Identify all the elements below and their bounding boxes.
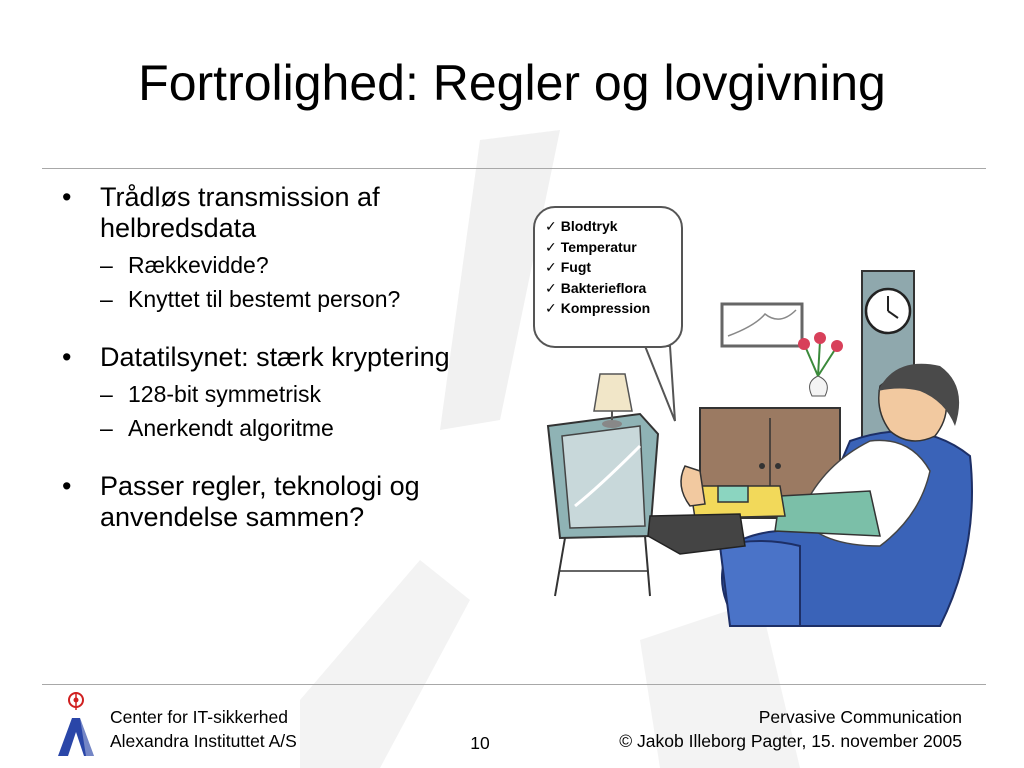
bullet-item bbox=[62, 342, 502, 445]
alexandra-logo-icon bbox=[50, 688, 102, 760]
footer-organization: Center for IT-sikkerhed bbox=[110, 707, 288, 727]
check-icon: ✓ bbox=[545, 238, 557, 255]
bubble-item bbox=[545, 298, 681, 319]
bubble-item-text: Kompression bbox=[560, 300, 651, 316]
flowers-icon bbox=[798, 332, 843, 396]
sub-list bbox=[100, 248, 502, 316]
footer-divider bbox=[42, 684, 986, 685]
sub-marker: – bbox=[100, 381, 113, 407]
sub-marker: – bbox=[100, 286, 113, 312]
sub-item-text: Anerkendt algoritme bbox=[128, 415, 334, 441]
bullet-marker: • bbox=[62, 182, 72, 212]
check-icon: ✓ bbox=[545, 218, 557, 234]
sub-item bbox=[100, 411, 502, 445]
sub-item bbox=[100, 248, 502, 282]
footer-copyright: © Jakob Illeborg Pagter, 15. november 2005 bbox=[619, 731, 962, 751]
speech-bubble bbox=[533, 206, 683, 348]
title-divider bbox=[42, 168, 986, 169]
check-icon: ✓ bbox=[545, 259, 557, 275]
sub-item bbox=[100, 377, 502, 411]
bubble-item-text: Temperatur bbox=[560, 238, 637, 255]
bubble-item bbox=[545, 257, 681, 278]
sub-item-text: Knyttet til bestemt person? bbox=[128, 286, 401, 312]
bullet-item bbox=[62, 471, 502, 533]
bubble-item-text: Bakterieflora bbox=[560, 279, 647, 296]
bubble-item bbox=[545, 278, 681, 299]
slide-title: Fortrolighed: Regler og lovgivning bbox=[138, 55, 886, 111]
bullet-text: Passer regler, teknologi og anvendelse sammen? bbox=[100, 471, 420, 532]
bullet-marker: • bbox=[62, 342, 72, 372]
footer-left bbox=[110, 705, 297, 753]
bullet-marker: • bbox=[62, 471, 72, 501]
bullet-text: Datatilsynet: stærk kryptering bbox=[100, 342, 450, 372]
check-icon: ✓ bbox=[545, 300, 557, 316]
bubble-item bbox=[545, 216, 681, 237]
bubble-item-text: Fugt bbox=[560, 259, 592, 275]
bullet-list bbox=[62, 182, 502, 533]
sub-list bbox=[100, 377, 502, 445]
sub-item-text: Rækkevidde? bbox=[128, 252, 269, 278]
footer-course: Pervasive Communication bbox=[758, 707, 962, 727]
sub-marker: – bbox=[100, 252, 113, 278]
page-number: 10 bbox=[470, 733, 490, 753]
bullet-text: Trådløs transmission af helbredsdata bbox=[100, 182, 380, 243]
check-icon: ✓ bbox=[545, 279, 557, 296]
sub-item bbox=[100, 282, 502, 316]
footer-institute: Alexandra Instituttet A/S bbox=[110, 731, 297, 751]
bubble-item-text: Blodtryk bbox=[560, 218, 618, 234]
tv-icon bbox=[548, 414, 658, 596]
sub-marker: – bbox=[100, 415, 113, 441]
sub-item-text: 128-bit symmetrisk bbox=[128, 381, 321, 407]
bubble-item bbox=[545, 237, 681, 258]
bullet-item bbox=[62, 182, 502, 316]
footer-right bbox=[619, 705, 962, 753]
